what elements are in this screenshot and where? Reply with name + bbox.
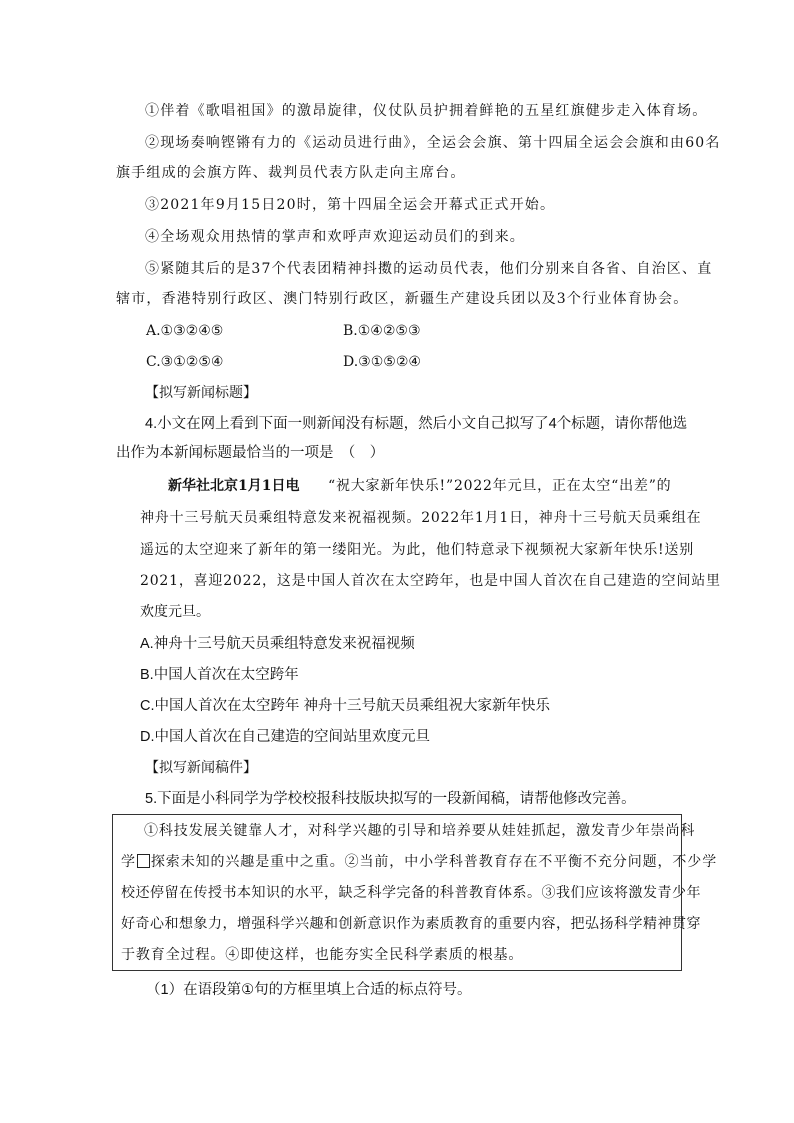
q3-sentence-3: ③2021年9月15日20时，第十四届全运会开幕式正式开始。	[145, 197, 556, 213]
q5-passage-line-2	[121, 852, 717, 872]
q4-option-c[interactable]: C.中国人首次在太空跨年 神舟十三号航天员乘组祝大家新年快乐	[140, 698, 551, 714]
q5-passage-line-3: 校还停留在传授书本知识的水平，缺乏科学完备的科普教育体系。③我们应该将激发青少年	[121, 885, 701, 901]
q3-option-a[interactable]: A.①③②④⑤	[146, 323, 224, 339]
q3-sentence-1: ①伴着《歌唱祖国》的激昂旋律，仪仗队员护拥着鲜艳的五星红旗健步走入体育场。	[145, 103, 708, 119]
q5-passage-line-2-rest: 探索未知的兴趣是重中之重。②当前，中小学科普教育存在不平衡不充分问题，不少学	[150, 854, 718, 870]
q3-sentence-2: ②现场奏响铿锵有力的《运动员进行曲》，全运会会旗、第十四届全运会会旗和由60名	[145, 135, 721, 151]
q3-option-d[interactable]: D.③①⑤②④	[343, 354, 421, 370]
q4-option-b[interactable]: B.中国人首次在太空跨年	[140, 667, 299, 683]
punctuation-blank-box[interactable]	[137, 854, 150, 868]
q5-stem: 5.下面是小科同学为学校校报科技版块拟写的一段新闻稿，请帮他修改完善。	[145, 791, 636, 807]
q4-news-line-4: 2021，喜迎2022，这是中国人首次在太空跨年，也是中国人首次在自己建造的空间站里	[140, 573, 721, 589]
q5-passage-line-2-start: 学	[121, 854, 136, 870]
q3-sentence-5: ⑤紧随其后的是37个代表团精神抖擞的运动员代表，他们分别来自各省、自治区、直	[145, 261, 713, 277]
q4-option-a[interactable]: A.神舟十三号航天员乘组特意发来祝福视频	[140, 636, 415, 652]
section-header-article: 【拟写新闻稿件】	[145, 760, 257, 776]
section-header-headline: 【拟写新闻标题】	[145, 385, 257, 401]
q3-sentence-5-cont: 辖市，香港特别行政区、澳门特别行政区，新疆生产建设兵团以及3个行业体育协会。	[116, 291, 689, 307]
q3-option-b[interactable]: B.①④②⑤③	[343, 323, 421, 339]
q4-option-d[interactable]: D.中国人首次在自己建造的空间站里欢度元旦	[140, 729, 430, 745]
q4-news-line-3: 遥远的太空迎来了新年的第一缕阳光。为此，他们特意录下视频祝大家新年快乐!送别	[140, 542, 695, 558]
q4-news-line-2: 神舟十三号航天员乘组特意发来祝福视频。2022年1月1日，神舟十三号航天员乘组在	[140, 510, 702, 526]
q3-option-c[interactable]: C.③①②⑤④	[146, 354, 224, 370]
q5-subquestion-1: （1）在语段第①句的方框里填上合适的标点符号。	[146, 982, 472, 998]
q5-passage-line-4: 好奇心和想象力，增强科学兴趣和创新意识作为素质教育的重要内容，把弘扬科学精神贯穿	[121, 916, 701, 932]
q4-stem-line-1: 4.小文在网上看到下面一则新闻没有标题，然后小文自己拟写了4个标题，请你帮他选	[145, 416, 688, 432]
q4-stem-line-2: 出作为本新闻标题最恰当的一项是 （ ）	[116, 445, 385, 461]
q4-news-line-5: 欢度元旦。	[140, 604, 210, 620]
q4-news-dateline: 新华社北京1月1日电	[168, 478, 300, 494]
q5-passage-line-5: 于教育全过程。④即使这样，也能夯实全民科学素质的根基。	[121, 947, 524, 963]
q3-sentence-4: ④全场观众用热情的掌声和欢呼声欢迎运动员们的到来。	[145, 229, 525, 245]
q4-news-line-1: “祝大家新年快乐!”2022年元旦，正在太空“出差”的	[328, 478, 672, 494]
q3-sentence-2-cont: 旗手组成的会旗方阵、裁判员代表方队走向主席台。	[116, 165, 466, 181]
q5-passage-line-1: ①科技发展关键靠人才，对科学兴趣的引导和培养要从娃娃抓起，激发青少年崇尚科	[144, 823, 696, 839]
